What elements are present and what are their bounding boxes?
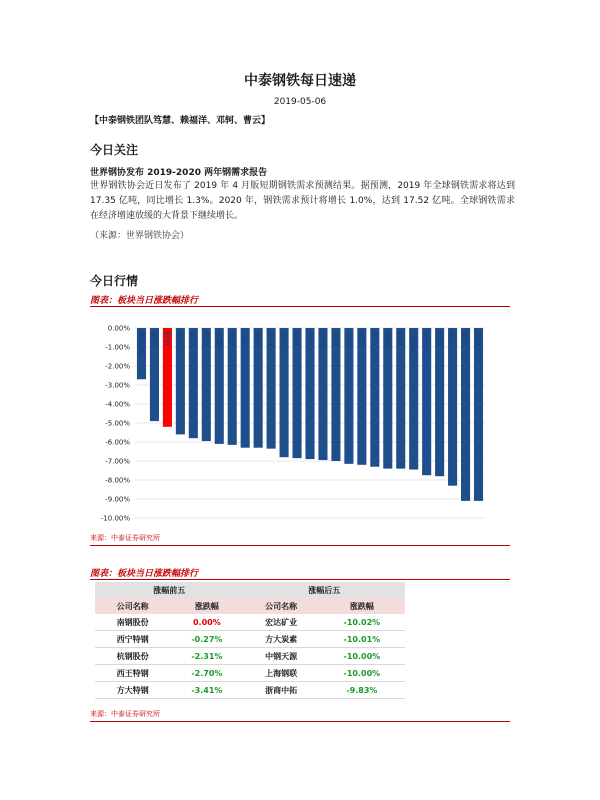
y-tick-label: -7.00% — [105, 457, 130, 466]
bottom-company: 浙商中拓 — [243, 682, 318, 699]
top-company: 方大特钢 — [95, 682, 170, 699]
rank-table — [95, 582, 405, 699]
author-team: 【中泰钢铁团队笃慧、赖福洋、邓轲、曹云】 — [90, 116, 271, 126]
bar-传媒 — [396, 328, 405, 469]
top-company: 南钢股份 — [95, 614, 170, 631]
category-label: 钢铁 — [163, 331, 171, 347]
group-bottom-label: 涨幅后五 — [243, 582, 405, 598]
y-tick-label: 0.00% — [107, 324, 130, 333]
figure2-header-text: 图表：板块当日涨跌幅排行 — [90, 569, 199, 579]
category-label: 计算机 — [410, 331, 418, 355]
figure1-source — [90, 533, 510, 543]
category-label: 家电 — [254, 331, 262, 347]
bar-医药 — [357, 328, 366, 465]
focus-heading: 今日关注 — [90, 143, 139, 157]
category-label: 轻工 — [267, 331, 275, 347]
figure2-header-rule — [90, 579, 510, 580]
focus-source: （来源：世界钢铁协会） — [90, 231, 190, 241]
top-change: -2.31% — [170, 648, 243, 665]
bar-综合 — [461, 328, 470, 501]
table-row — [95, 665, 405, 682]
figure1-header-text: 图表：板块当日涨跌幅排行 — [90, 296, 199, 306]
category-label: 公用 — [332, 331, 340, 347]
figure1-source-text: 来源：中泰证券研究所 — [90, 534, 160, 542]
rank-table-header-row — [95, 598, 405, 614]
top-change: 0.00% — [170, 614, 243, 631]
bottom-company: 方大炭素 — [243, 631, 318, 648]
rank-table-group-row — [95, 582, 405, 598]
category-label: 非银 — [436, 331, 444, 347]
bar-交运 — [318, 328, 327, 460]
market-heading: 今日行情 — [90, 274, 139, 288]
y-tick-label: -2.00% — [105, 362, 130, 371]
bottom-change: -10.00% — [319, 648, 405, 665]
y-tick-label: -4.00% — [105, 400, 130, 409]
y-tick-label: -1.00% — [105, 343, 130, 352]
category-label: 电子 — [371, 331, 379, 347]
bar-商贸 — [474, 328, 483, 501]
y-tick-label: -10.00% — [100, 514, 130, 523]
figure2-source-rule — [90, 721, 510, 722]
category-label: 农业 — [345, 331, 353, 347]
category-label: 有色 — [176, 331, 184, 347]
focus-subheading: 世界钢协发布 2019-2020 两年钢需求报告 — [90, 168, 268, 178]
top-company: 杭钢股份 — [95, 648, 170, 665]
page-title: 中泰钢铁每日速递 — [244, 73, 356, 89]
top-change: -0.27% — [170, 631, 243, 648]
y-tick-label: -9.00% — [105, 495, 130, 504]
report-date: 2019-05-06 — [273, 97, 327, 107]
bar-公用 — [331, 328, 340, 461]
figure2-source — [90, 709, 510, 719]
table-row — [95, 682, 405, 699]
y-tick-label: -8.00% — [105, 476, 130, 485]
table-row — [95, 648, 405, 665]
chart-y-ticks — [101, 325, 131, 523]
bottom-change: -10.01% — [319, 631, 405, 648]
category-label: 传媒 — [397, 331, 405, 347]
bottom-change: -9.83% — [319, 682, 405, 699]
top-change: -2.70% — [170, 665, 243, 682]
figure1-header-rule — [90, 306, 510, 307]
category-label: 建筑 — [293, 331, 301, 347]
category-label: 综合 — [462, 331, 470, 347]
figure2-source-text: 来源：中泰证券研究所 — [90, 710, 160, 718]
category-label: 化工 — [189, 331, 197, 347]
bar-银行 — [448, 328, 457, 486]
top-company: 西宁特钢 — [95, 631, 170, 648]
top-change: -3.41% — [170, 682, 243, 699]
col-company-bottom: 公司名称 — [243, 598, 318, 614]
bar-农业 — [344, 328, 353, 464]
category-label: 军工 — [423, 331, 431, 347]
bar-电子 — [370, 328, 379, 467]
bottom-company: 中钢天源 — [243, 648, 318, 665]
bottom-company: 宏达矿业 — [243, 614, 318, 631]
y-tick-label: -5.00% — [105, 419, 130, 428]
category-label: 贵金属 — [137, 331, 145, 355]
figure1-header — [90, 293, 510, 307]
category-label: 商贸 — [475, 331, 483, 347]
category-label: 通信 — [384, 331, 392, 347]
bar-军工 — [422, 328, 431, 475]
category-label: 机械 — [215, 331, 223, 347]
bottom-company: 上海钢联 — [243, 665, 318, 682]
col-change-top: 涨跌幅 — [170, 598, 243, 614]
y-tick-label: -3.00% — [105, 381, 130, 390]
category-label: 电气 — [228, 331, 236, 347]
col-change-bottom: 涨跌幅 — [319, 598, 405, 614]
y-tick-label: -6.00% — [105, 438, 130, 447]
category-label: 医药 — [358, 331, 366, 347]
group-top-label: 涨幅前五 — [95, 582, 243, 598]
category-label: 银行 — [449, 331, 457, 347]
category-label: 建材 — [202, 331, 210, 347]
category-label: 煤炭 — [150, 331, 158, 347]
bar-通信 — [383, 328, 392, 469]
figure1-source-rule — [90, 545, 510, 546]
category-label: 纺织 — [280, 331, 288, 347]
focus-paragraph: 世界钢铁协会近日发布了 2019 年 4 月版短期钢铁需求预测结果。据预测，2019 年全球钢铁需求将达到 17.35 亿吨，同比增长 1.3%。2020 年，钢铁需求预计将增长 1.0%，达到 17.52 亿吨。全球钢铁需求在经济增速放缓的大背景下继续增长。 — [90, 181, 515, 221]
category-label: 房地产 — [306, 331, 314, 355]
category-label: 交运 — [319, 331, 327, 347]
col-company-top: 公司名称 — [95, 598, 170, 614]
bar-建筑 — [293, 328, 302, 458]
figure2-header — [90, 566, 510, 580]
bottom-change: -10.00% — [319, 665, 405, 682]
category-label: 汽车 — [241, 331, 249, 347]
bottom-change: -10.02% — [319, 614, 405, 631]
sector-change-chart — [90, 318, 500, 528]
table-row — [95, 631, 405, 648]
bar-纺织 — [280, 328, 289, 457]
top-company: 西王特钢 — [95, 665, 170, 682]
table-row — [95, 614, 405, 631]
bar-非银 — [435, 328, 444, 476]
